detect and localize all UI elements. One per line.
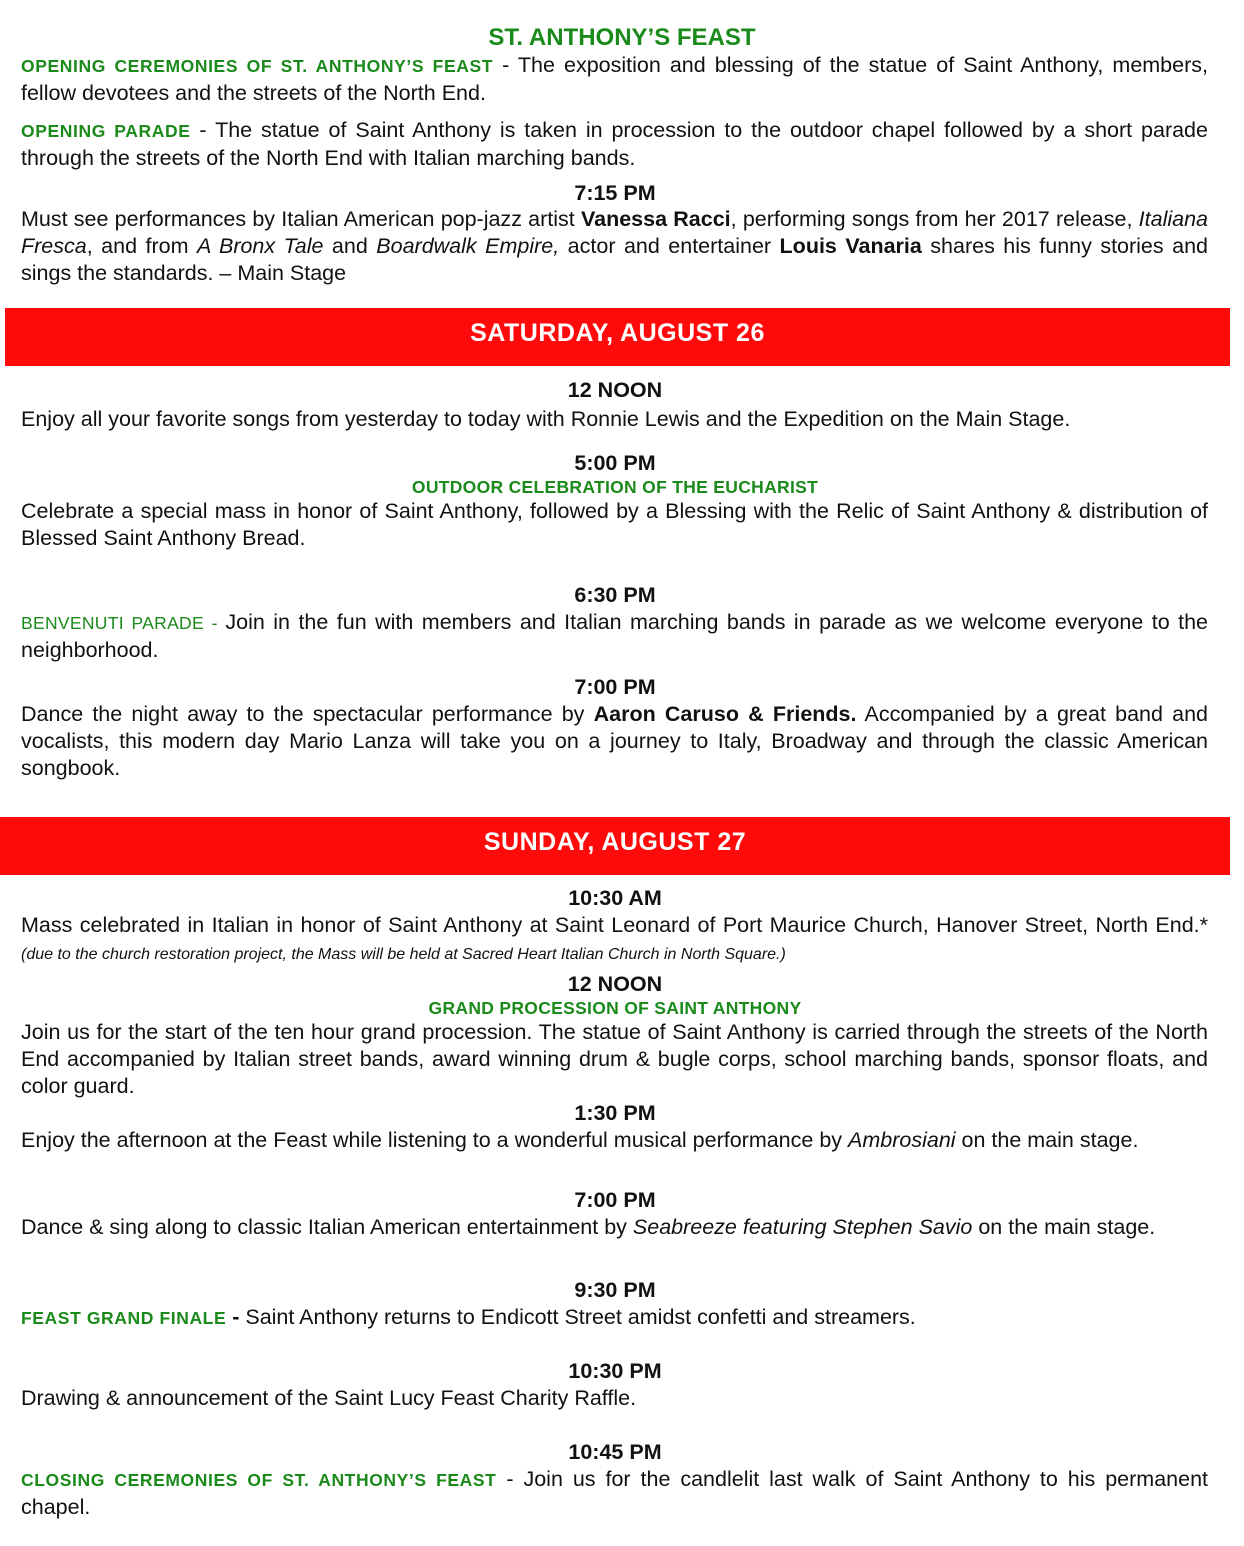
grand-finale-paragraph <box>21 1304 1208 1332</box>
benvenuti-paragraph <box>21 609 1208 664</box>
performer-name: Aaron Caruso & Friends. <box>593 702 857 726</box>
opening-ceremonies-paragraph <box>21 52 1208 107</box>
grand-finale-text: Saint Anthony returns to Endicott Street amidst confetti and streamers. <box>245 1305 916 1329</box>
time-heading: 10:30 PM <box>568 1359 662 1383</box>
benvenuti-dash: - <box>203 613 226 633</box>
text-span: on the main stage. <box>955 1128 1139 1152</box>
opening-parade-text: - The statue of Saint Anthony is taken in procession to the outdoor chapel followed by a short parade through the streets of the North End with Italian marching bands. <box>21 118 1208 170</box>
opening-parade-paragraph <box>21 117 1208 172</box>
performer-name: Vanessa Racci <box>580 207 731 231</box>
text-span: Dance & sing along to classic Italian American entertainment by <box>21 1215 633 1239</box>
opening-ceremonies-text: - The exposition and blessing of the statue of Saint Anthony, members, fellow devotees and the streets of the North End. <box>21 53 1208 105</box>
time-heading: 7:15 PM <box>574 181 656 205</box>
closing-ceremonies-label: CLOSING CEREMONIES OF ST. ANTHONY’S FEAST <box>21 1470 497 1490</box>
time-heading: 12 NOON <box>567 378 663 402</box>
time-heading: 7:00 PM <box>574 675 656 699</box>
performer-name: Seabreeze featuring Stephen Savio <box>632 1215 973 1239</box>
event-description <box>21 912 1208 968</box>
text-span: Must see performances by Italian American pop-jazz artist <box>21 207 581 231</box>
time-heading: 12 NOON <box>567 972 663 996</box>
performer-name: Louis Vanaria <box>779 234 922 258</box>
time-heading: 9:30 PM <box>574 1278 656 1302</box>
footnote: (due to the church restoration project, the Mass will be held at Sacred Heart Italian Church in North Square.) <box>21 946 786 963</box>
event-description: Celebrate a special mass in honor of Saint Anthony, followed by a Blessing with the Relic of Saint Anthony & distribution of Blessed Saint Anthony Bread. <box>21 499 1208 550</box>
text-span: shares his funny stories and sings the standards. – Main Stage <box>21 234 1208 285</box>
performance-paragraph <box>21 206 1208 287</box>
time-heading: 6:30 PM <box>574 583 656 607</box>
event-description: Drawing & announcement of the Saint Lucy Feast Charity Raffle. <box>21 1386 637 1410</box>
event-description: Enjoy all your favorite songs from yesterday to today with Ronnie Lewis and the Expedition on the Main Stage. <box>21 407 1071 431</box>
saturday-heading-band <box>5 308 1230 366</box>
event-subtitle: GRAND PROCESSION OF SAINT ANTHONY <box>428 998 802 1018</box>
page-title: ST. ANTHONY’S FEAST <box>488 24 756 51</box>
text-span: Mass celebrated in Italian in honor of Saint Anthony at Saint Leonard of Port Maurice Church, Hanover Street, North End.* <box>21 913 1208 937</box>
benvenuti-text: Join in the fun with members and Italian marching bands in parade as we welcome everyone to the neighborhood. <box>21 610 1209 662</box>
time-heading: 10:30 AM <box>568 886 662 910</box>
benvenuti-label: BENVENUTI PARADE <box>21 613 204 633</box>
closing-ceremonies-paragraph <box>21 1466 1208 1521</box>
sunday-heading: SUNDAY, AUGUST 27 <box>483 828 747 856</box>
grand-finale-label: FEAST GRAND FINALE <box>21 1308 227 1328</box>
text-span: Enjoy the afternoon at the Feast while listening to a wonderful musical performance by <box>21 1128 849 1152</box>
time-heading: 5:00 PM <box>574 451 656 475</box>
text-span: actor and entertainer <box>559 234 780 258</box>
time-heading: 10:45 PM <box>568 1440 662 1464</box>
event-description <box>21 1127 1208 1154</box>
text-span: on the main stage. <box>972 1215 1156 1239</box>
event-description <box>21 1214 1208 1241</box>
text-span: Accompanied by a great band and vocalists, this modern day Mario Lanza will take you on a journey to Italy, Broadway and through the classic American songbook. <box>21 702 1208 780</box>
show-title: Boardwalk Empire, <box>376 234 560 258</box>
event-subtitle: OUTDOOR CELEBRATION OF THE EUCHARIST <box>411 477 819 497</box>
sunday-heading-band <box>0 817 1230 875</box>
time-heading: 7:00 PM <box>574 1188 656 1212</box>
opening-parade-label: OPENING PARADE <box>21 121 191 141</box>
time-heading: 1:30 PM <box>574 1101 656 1125</box>
event-description <box>21 701 1208 782</box>
album-title: Italiana Fresca <box>21 207 1209 258</box>
text-span: , performing songs from her 2017 release, <box>730 207 1139 231</box>
performer-name: Ambrosiani <box>848 1128 956 1152</box>
show-title: A Bronx Tale <box>196 234 324 258</box>
text-span: Dance the night away to the spectacular performance by <box>21 702 594 726</box>
closing-ceremonies-text: - Join us for the candlelit last walk of Saint Anthony to his permanent chapel. <box>21 1467 1208 1519</box>
text-span: and <box>323 234 377 258</box>
saturday-heading: SATURDAY, AUGUST 26 <box>470 319 765 347</box>
opening-ceremonies-label: OPENING CEREMONIES OF ST. ANTHONY’S FEAST <box>21 56 494 76</box>
grand-finale-dash: - <box>226 1305 246 1329</box>
event-description: Join us for the start of the ten hour grand procession. The statue of Saint Anthony is carried through the streets of the North End accompanied by Italian street bands, award winning drum & bugle corps, school marching bands, sponsor floats, and color guard. <box>21 1020 1208 1098</box>
text-span: , and from <box>86 234 197 258</box>
